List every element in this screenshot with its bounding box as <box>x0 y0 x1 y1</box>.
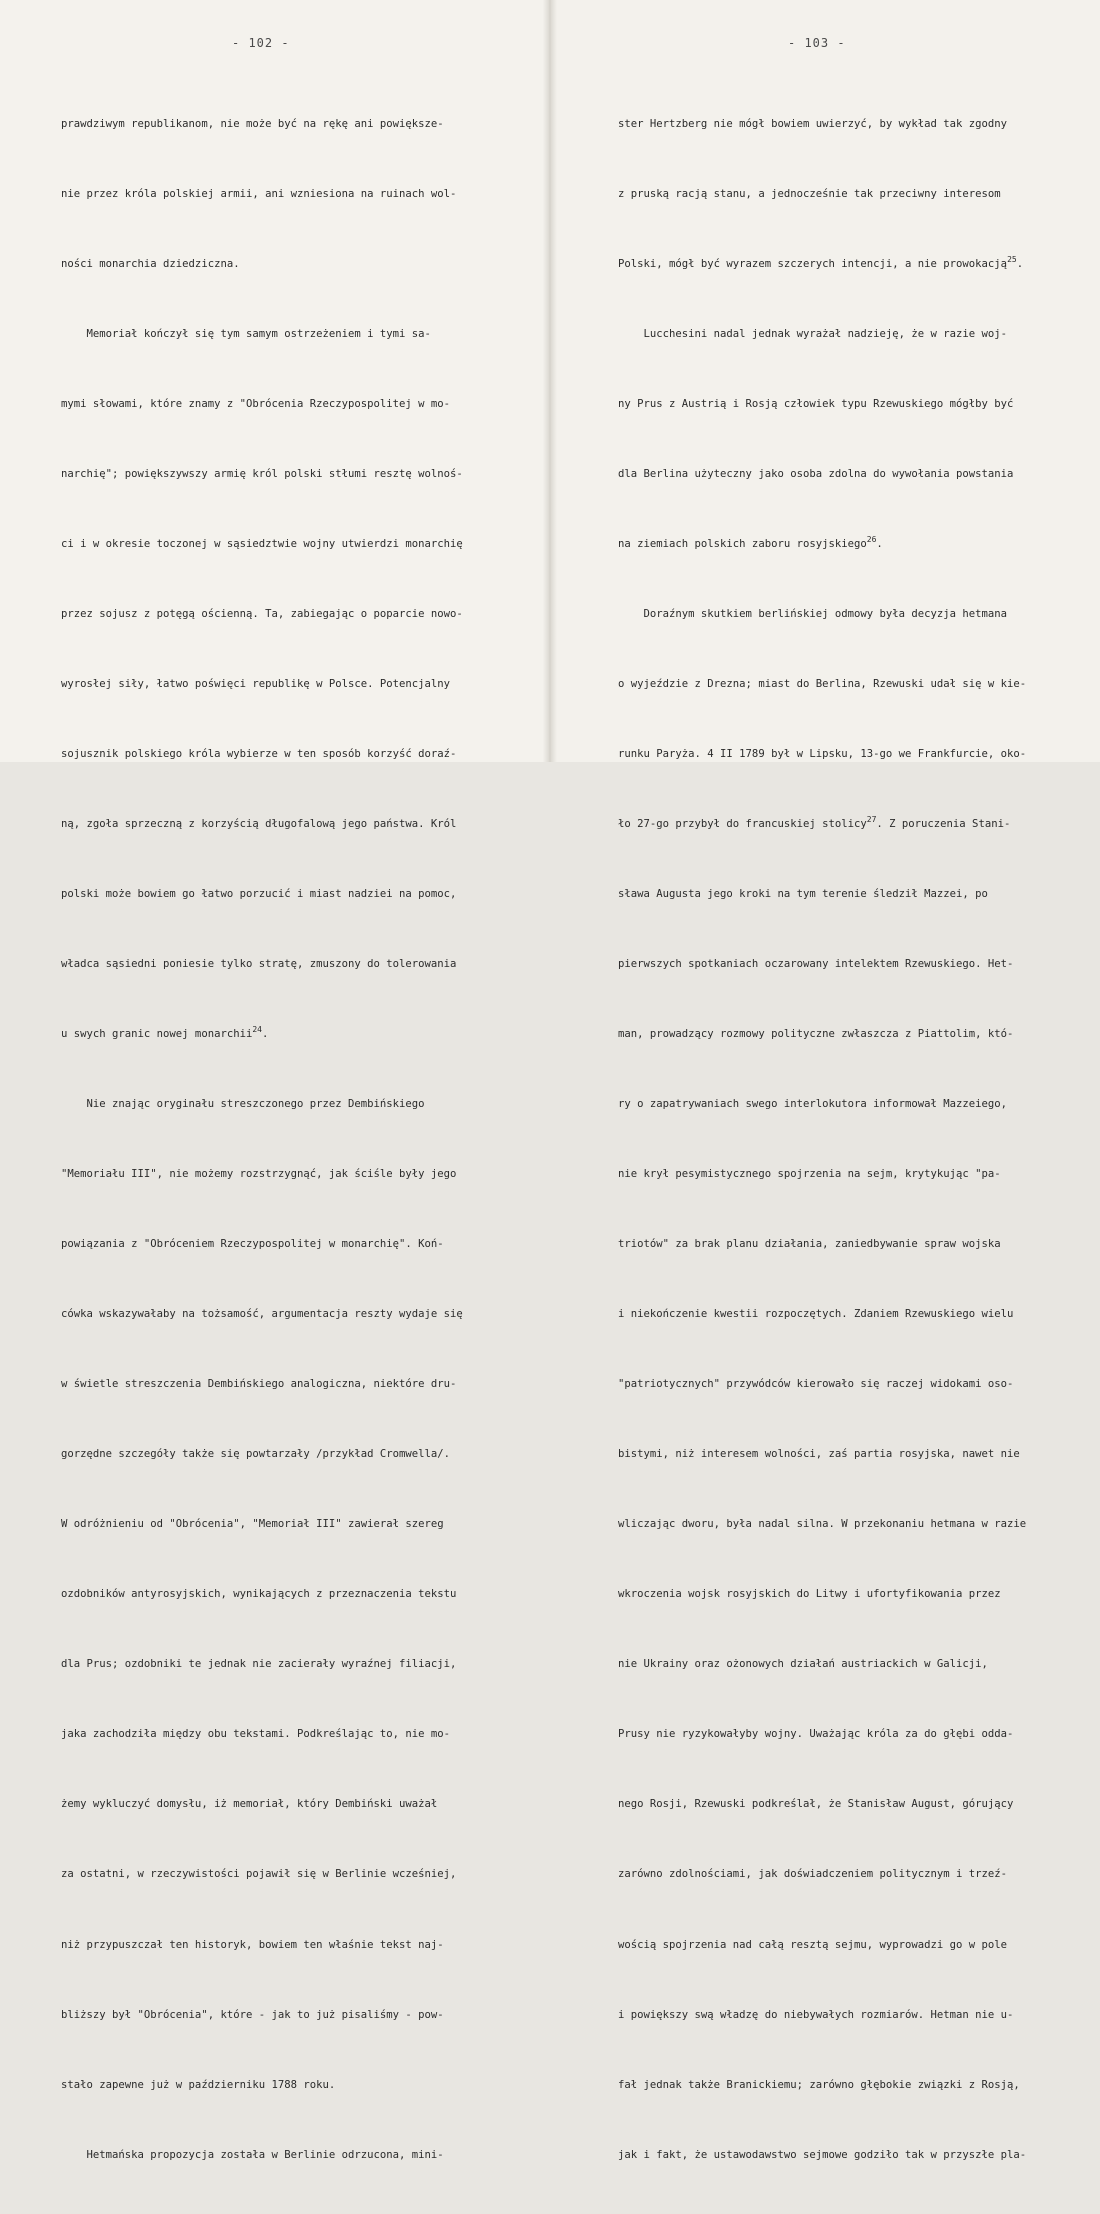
text-line: nie przez króla polskiej armii, ani wzniesiona na ruinach wol- <box>61 187 457 200</box>
text-line: wkroczenia wojsk rosyjskich do Litwy i ufortyfikowania przez <box>618 1588 1001 1601</box>
text-line: Hetmańska propozycja została w Berlinie odrzucona, mini- <box>61 2148 444 2161</box>
text-line: żemy wykluczyć domysłu, iż memoriał, który Dembiński uważał <box>61 1798 438 1811</box>
text-line: w świetle streszczenia Dembińskiego analogiczna, niektóre dru- <box>61 1378 457 1391</box>
page-number: - 103 - <box>788 36 846 50</box>
text-line: ci i w okresie toczonej w sąsiedztwie wojny utwierdzi monarchię <box>61 537 463 550</box>
text-line: ności monarchia dziedziczna. <box>61 257 240 270</box>
text-line: Memoriał kończył się tym samym ostrzeżeniem i tymi sa- <box>61 327 431 340</box>
text-line: niż przypuszczał ten historyk, bowiem ten właśnie tekst naj- <box>61 1938 444 1951</box>
text-line: ny Prus z Austrią i Rosją człowiek typu Rzewuskiego mógłby być <box>618 397 1014 410</box>
text-line <box>618 813 1026 836</box>
text-line: pierwszych spotkaniach oczarowany intelektem Rzewuskiego. Het- <box>618 958 1014 971</box>
footnote-ref: 27 <box>866 815 877 824</box>
page-text <box>618 66 1026 2214</box>
text-line: "Memoriału III", nie możemy rozstrzygnąć, jak ściśle były jego <box>61 1168 457 1181</box>
text-line: Lucchesini nadal jednak wyrażał nadzieję, że w razie woj- <box>618 327 1008 340</box>
text-line: triotów" za brak planu działania, zaniedbywanie spraw wojska <box>618 1238 1001 1251</box>
text-line: ry o zapatrywaniach swego interlokutora informował Mazzeiego, <box>618 1098 1008 1111</box>
text-line: prawdziwym republikanom, nie może być na rękę ani powiększe- <box>61 117 444 130</box>
text-line: za ostatni, w rzeczywistości pojawił się w Berlinie wcześniej, <box>61 1868 457 1881</box>
text-line: o wyjeździe z Drezna; miast do Berlina, Rzewuski udał się w kie- <box>618 677 1027 690</box>
text-line: man, prowadzący rozmowy polityczne zwłaszcza z Piattolim, któ- <box>618 1028 1014 1041</box>
text-line: jak i fakt, że ustawodawstwo sejmowe godziło tak w przyszłe pla- <box>618 2148 1027 2161</box>
text-line: i powiększy swą władzę do niebywałych rozmiarów. Hetman nie u- <box>618 2008 1014 2021</box>
text-line: i niekończenie kwestii rozpoczętych. Zdaniem Rzewuskiego wielu <box>618 1308 1014 1321</box>
text-line: przez sojusz z potęgą ościenną. Ta, zabiegając o poparcie nowo- <box>61 607 463 620</box>
text-line: bistymi, niż interesem wolności, zaś partia rosyjska, nawet nie <box>618 1448 1020 1461</box>
text-line: na ziemiach polskich zaboru rosyjskiego$^{26}$. <box>618 534 883 550</box>
text-fragment: . Z poruczenia Stani- <box>876 818 1011 830</box>
text-line: powiązania z "Obróceniem Rzeczypospolitej w monarchię". Koń- <box>61 1238 444 1251</box>
text-line: sława Augusta jego kroki na tym terenie śledził Mazzei, po <box>618 888 988 901</box>
text-line: polski może bowiem go łatwo porzucić i miast nadziei na pomoc, <box>61 888 457 901</box>
text-line: mymi słowami, które znamy z "Obrócenia Rzeczypospolitej w mo- <box>61 397 451 410</box>
text-line: narchię"; powiększywszy armię król polski stłumi resztę wolnoś- <box>61 467 463 480</box>
text-line: runku Paryża. 4 II 1789 był w Lipsku, 13-go we Frankfurcie, oko- <box>618 747 1027 760</box>
text-line: Doraźnym skutkiem berlińskiej odmowy była decyzja hetmana <box>618 607 1008 620</box>
text-line: władca sąsiedni poniesie tylko stratę, zmuszony do tolerowania <box>61 958 457 971</box>
text-line: W odróżnieniu od "Obrócenia", "Memoriał III" zawierał szereg <box>61 1518 444 1531</box>
page-number: - 102 - <box>232 36 290 50</box>
text-fragment: Polski, mógł być wyrazem szczerych intencji, a nie prowokacją <box>618 257 1008 270</box>
footnote-ref: 26 <box>866 534 877 544</box>
text-line: wyrosłej siły, łatwo poświęci republikę w Polsce. Potencjalny <box>61 677 451 690</box>
text-fragment: na ziemiach polskich zaboru rosyjskiego <box>618 537 867 550</box>
text-line: nego Rosji, Rzewuski podkreślał, że Stanisław August, górujący <box>618 1798 1014 1811</box>
text-line: fał jednak także Branickiemu; zarówno głębokie związki z Rosją, <box>618 2078 1020 2091</box>
text-line: ną, zgoła sprzeczną z korzyścią długofalową jego państwa. Król <box>61 818 457 830</box>
book-gutter <box>543 0 557 762</box>
footnote-ref: 24 <box>252 1025 262 1035</box>
text-line: z pruską racją stanu, a jednocześnie tak przeciwny interesom <box>618 187 1001 200</box>
text-line: Prusy nie ryzykowałyby wojny. Uważając króla za do głębi odda- <box>618 1728 1014 1741</box>
text-line: "patriotycznych" przywódców kierowało się raczej widokami oso- <box>618 1378 1014 1391</box>
text-line: stało zapewne już w październiku 1788 roku. <box>61 2078 336 2091</box>
text-line: nie Ukrainy oraz ożonowych działań austriackich w Galicji, <box>618 1658 988 1671</box>
text-fragment: u swych granic nowej monarchii <box>61 1028 253 1041</box>
text-line: ozdobników antyrosyjskich, wynikających z przeznaczenia tekstu <box>61 1588 457 1601</box>
text-line: bliższy był "Obrócenia", które - jak to już pisaliśmy - pow- <box>61 2008 444 2021</box>
text-line: ster Hertzberg nie mógł bowiem uwierzyć, by wykład tak zgodny <box>618 117 1008 130</box>
text-line: jaka zachodziła między obu tekstami. Podkreślając to, nie mo- <box>61 1728 451 1741</box>
text-line: sojusznik polskiego króla wybierze w ten sposób korzyść doraź- <box>61 747 457 760</box>
text-line: wliczając dworu, była nadal silna. W przekonaniu hetmana w razie <box>618 1518 1027 1531</box>
footnote-ref: 25 <box>1007 254 1017 264</box>
text-line: nie krył pesymistycznego spojrzenia na sejm, krytykując "pa- <box>618 1168 1001 1181</box>
text-line: dla Prus; ozdobniki te jednak nie zacierały wyraźnej filiacji, <box>61 1658 457 1671</box>
text-line: u swych granic nowej monarchii$^{24}$. <box>61 1025 269 1041</box>
text-line: zarówno zdolnościami, jak doświadczeniem politycznym i trzeź- <box>618 1868 1008 1881</box>
text-line: Nie znając oryginału streszczonego przez Dembińskiego <box>61 1098 425 1111</box>
right-page <box>550 0 1100 2161</box>
text-line: wością spojrzenia nad całą resztą sejmu, wyprowadzi go w pole <box>618 1938 1008 1951</box>
text-line: gorzędne szczegóły także się powtarzały /przykład Cromwella/. <box>61 1448 451 1461</box>
left-page <box>0 0 550 2161</box>
text-fragment: ło 27-go przybył do francuskiej stolicy <box>618 818 867 830</box>
text-line: Polski, mógł być wyrazem szczerych intencji, a nie prowokacją$^{25}$. <box>618 254 1024 270</box>
text-line: dla Berlina użyteczny jako osoba zdolna do wywołania powstania <box>618 467 1014 480</box>
page-text <box>61 66 463 2214</box>
text-line: cówka wskazywałaby na tożsamość, argumentacja reszty wydaje się <box>61 1308 463 1321</box>
